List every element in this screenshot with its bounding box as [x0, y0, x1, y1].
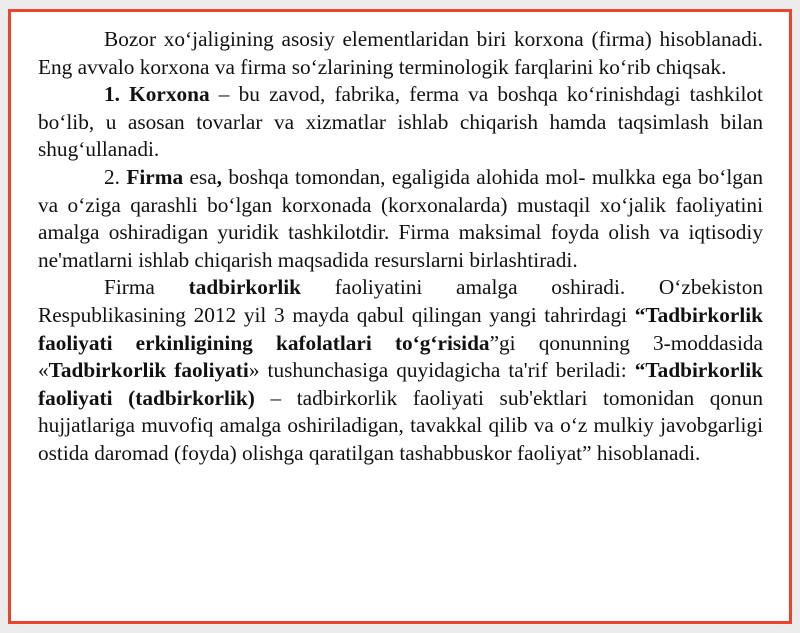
paragraph-tadbirkorlik-t1: Firma [104, 275, 189, 300]
definition-text: – tadbirkorlik faoliyati sub'ektlari tomonidan qonun hujjatlariga muvofiq amalga oshiriladigan, tavakkal qilib va o‘z mulkiy javobgarligi ostida daromad (foyda) olishga qaratilgan tashabbuskor faoliyat” hisoblanadi. [38, 385, 763, 465]
paragraph-korxona-text: – bu zavod, fabrika, ferma va boshqa ko‘rinishdagi tashkilot bo‘lib, u asosan tovarlar va xizmatlar ishlab chiqarish hamda taqsimlash bilan shug‘ullanadi. [38, 82, 763, 162]
content-frame [8, 9, 792, 624]
paragraph-tadbirkorlik [38, 274, 763, 467]
term-tadbirkorlik: tadbirkorlik [188, 275, 302, 300]
term-firma: Firma [126, 164, 184, 189]
paragraph-firma [38, 164, 763, 274]
paragraph-firma-text: boshqa tomondan, egaligida alohida mol- mulkka ega bo‘lgan va o‘ziga qarashli bo‘lgan korxonada (korxonalarda) mustaqil xo‘jalik faoliyatini amalga oshiradigan yuridik tashkilotdir. Firma maksimal foyda olish va iqtisodiy ne'matlarni ishlab chiqarish maqsadida resurslarni birlashtiradi. [38, 164, 764, 272]
definition-term: “Tadbirkorlik faoliyati (tadbirkorlik) [38, 358, 764, 410]
law-title: “Tadbirkorlik faoliyati erkinligining kafolatlari to‘g‘risida [38, 302, 763, 355]
paragraph-korxona [38, 81, 763, 164]
term-tadbirkorlik-faoliyati: Tadbirkorlik faoliyati [48, 358, 249, 383]
paragraph-intro [38, 26, 763, 81]
paragraph-firma-number: 2. [104, 164, 127, 189]
term-korxona: 1. Korxona [104, 82, 210, 107]
paragraph-tadbirkorlik-t3: ”gi qonunning 3-moddasida « [38, 330, 763, 383]
paragraph-firma-esa: esa [183, 164, 217, 189]
paragraph-firma-comma: , [216, 164, 222, 189]
paragraph-tadbirkorlik-t2: faoliyatini amalga oshiradi. O‘zbekiston Respublikasining 2012 yil 3 mayda qabul qilingan yangi tahrirdagi [38, 275, 764, 327]
paragraph-intro-text: Bozor xo‘jaligining asosiy elementlaridan biri korxona (firma) hisoblanadi. Eng avvalo korxona va firma so‘zlarining terminologik farqlarini ko‘rib chiqsak. [38, 27, 763, 79]
paragraph-tadbirkorlik-t4: » tushunchasiga quyidagicha ta'rif beriladi: [248, 358, 635, 383]
